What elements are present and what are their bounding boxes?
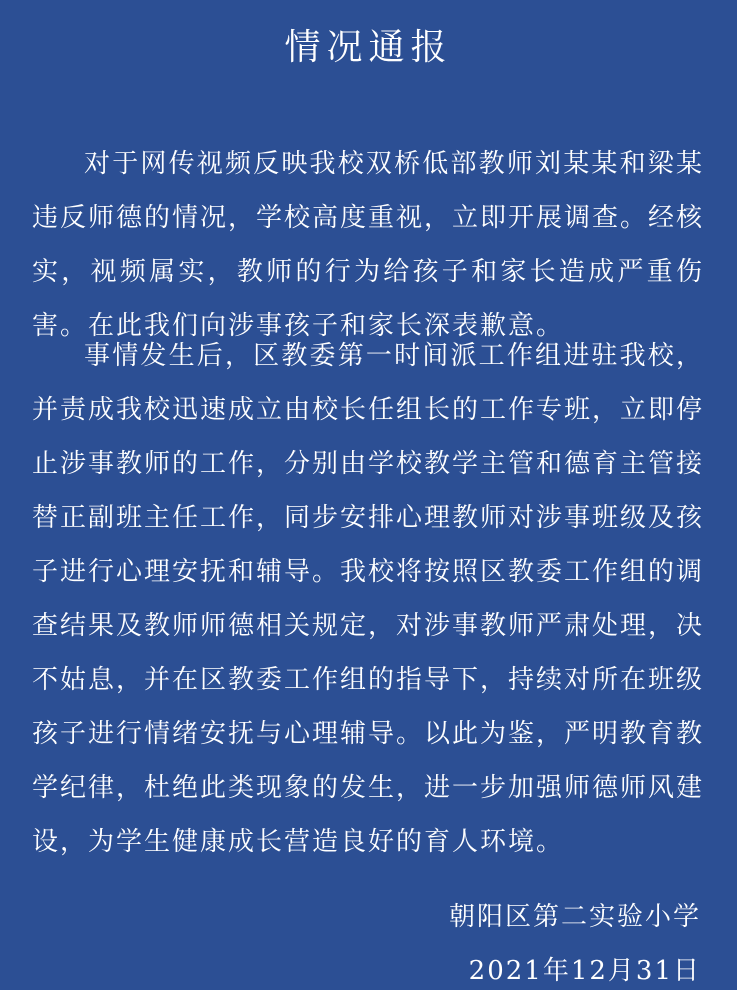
notice-date: 2021年12月31日	[468, 956, 701, 986]
signature-block	[449, 890, 701, 990]
paragraph-2-text: 事情发生后，区教委第一时间派工作组进驻我校，并责成我校迅速成立由校长任组长的工作专班，立即停止涉事教师的工作，分别由学校教学主管和德育主管接替正副班主任工作，同步安排心理教师对涉事班级及孩子进行心理安抚和辅导。我校将按照区教委工作组的调查结果及教师师德相关规定，对涉事教师严肃处理，决不姑息，并在区教委工作组的指导下，持续对所在班级孩子进行情绪安抚与心理辅导。以此为鉴，严明教育教学纪律，杜绝此类现象的发生，进一步加强师德师风建设，为学生健康成长营造良好的育人环境。	[32, 341, 705, 857]
notice-body-paragraph-1	[32, 137, 704, 353]
notice-title: 情况通报	[284, 27, 453, 68]
notice-body-paragraph-2	[32, 329, 704, 869]
paragraph-1-text: 对于网传视频反映我校双桥低部教师刘某某和梁某违反师德的情况，学校高度重视，立即开展调查。经核实，视频属实，教师的行为给孩子和家长造成严重伤害。在此我们向涉事孩子和家长深表歉意。	[32, 149, 705, 341]
school-name: 朝阳区第二实验小学	[448, 902, 701, 932]
